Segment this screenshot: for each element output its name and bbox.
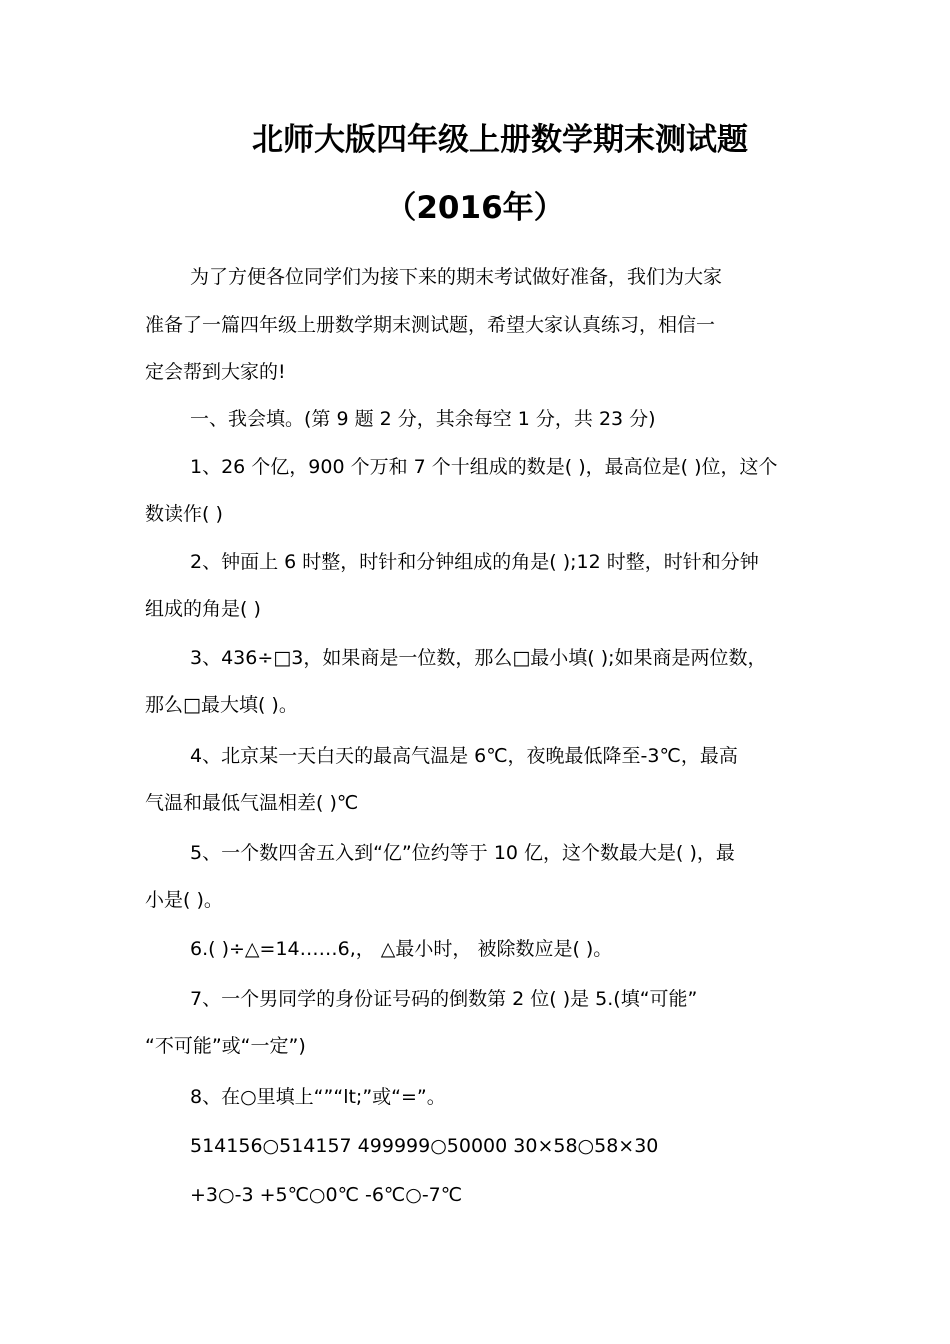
intro-line-3: 定会帮到大家的! bbox=[145, 361, 286, 383]
question-2-line-2: 组成的角是( ) bbox=[145, 598, 261, 620]
section-heading: 一、我会填。(第 9 题 2 分，其余每空 1 分，共 23 分) bbox=[190, 408, 656, 430]
question-8-comparisons-1: 514156○514157 499999○50000 30×58○58×30 bbox=[190, 1135, 659, 1157]
intro-line-2: 准备了一篇四年级上册数学期末测试题，希望大家认真练习，相信一 bbox=[145, 314, 716, 336]
intro-line-1: 为了方便各位同学们为接下来的期末考试做好准备，我们为大家 bbox=[190, 266, 723, 288]
question-4-line-1: 4、北京某一天白天的最高气温是 6℃，夜晚最低降至-3℃，最高 bbox=[190, 745, 738, 767]
question-6-line-1: 6.( )÷△=14……6,， △最小时， 被除数应是( )。 bbox=[190, 938, 613, 960]
document-title: 北师大版四年级上册数学期末测试题 bbox=[252, 122, 748, 158]
question-3-line-1: 3、436÷□3，如果商是一位数，那么□最小填( );如果商是两位数， bbox=[190, 647, 767, 669]
document-subtitle: （2016年） bbox=[385, 190, 565, 226]
question-5-line-2: 小是( )。 bbox=[145, 889, 223, 911]
question-4-line-2: 气温和最低气温相差( )℃ bbox=[145, 792, 359, 814]
question-2-line-1: 2、钟面上 6 时整，时针和分钟组成的角是( );12 时整，时针和分钟 bbox=[190, 551, 759, 573]
question-1-line-2: 数读作( ) bbox=[145, 503, 223, 525]
question-7-line-2: “不可能”或“一定”) bbox=[145, 1035, 306, 1057]
question-8-comparisons-2: +3○-3 +5℃○0℃ -6℃○-7℃ bbox=[190, 1184, 463, 1206]
question-8-line-1: 8、在○里填上“”“lt;”或“=”。 bbox=[190, 1086, 446, 1108]
question-7-line-1: 7、一个男同学的身份证号码的倒数第 2 位( )是 5.(填“可能” bbox=[190, 988, 698, 1010]
question-1-line-1: 1、26 个亿，900 个万和 7 个十组成的数是( )，最高位是( )位，这个 bbox=[190, 456, 778, 478]
question-5-line-1: 5、一个数四舍五入到“亿”位约等于 10 亿，这个数最大是( )，最 bbox=[190, 842, 735, 864]
question-3-line-2: 那么□最大填( )。 bbox=[145, 694, 298, 716]
